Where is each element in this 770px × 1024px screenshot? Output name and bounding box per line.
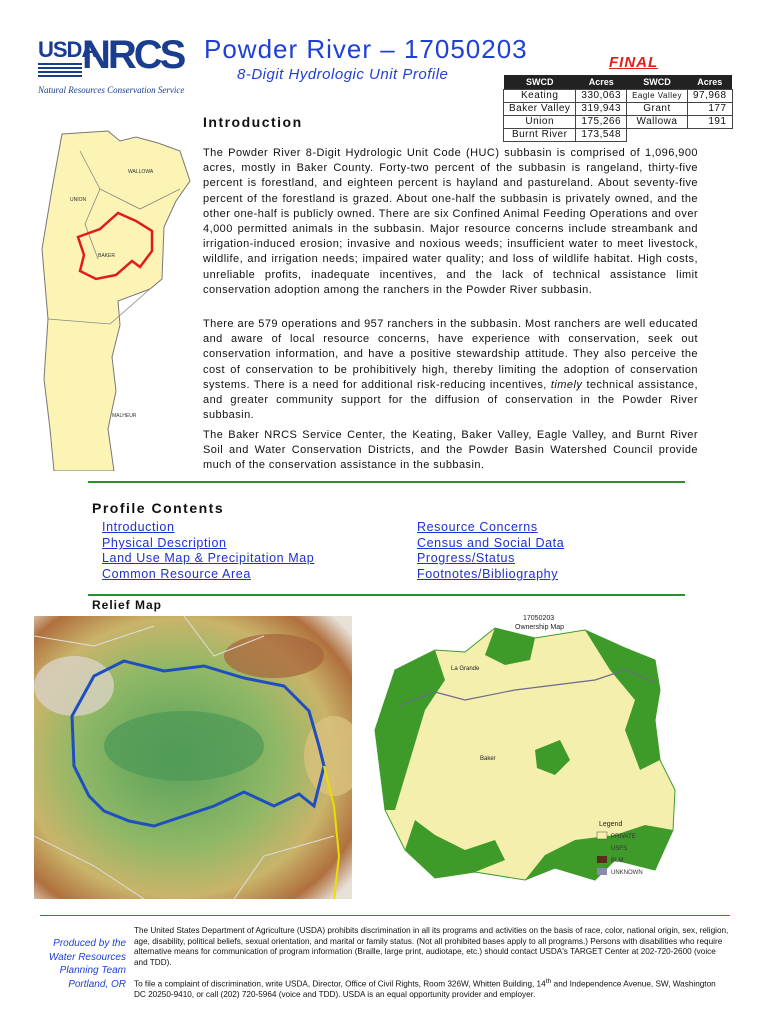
town-label: Baker — [480, 756, 496, 762]
toc-link-progress-status[interactable]: Progress/Status — [417, 551, 515, 565]
page-title: Powder River – 17050203 — [204, 34, 528, 64]
table-cell: Eagle Valley — [627, 90, 688, 103]
toc-link-introduction[interactable]: Introduction — [102, 520, 175, 534]
legend-label: BLM — [611, 858, 624, 864]
intro-paragraph-3: The Baker NRCS Service Center, the Keating, Baker Valley, Eagle Valley, and Burnt River Soil and Water Conservation Districts, and the Powder Basin Watershed Council provide much of the conservation assistance in the subbasin. — [203, 429, 698, 472]
table-cell: Grant — [627, 103, 688, 116]
ownership-map — [355, 610, 735, 900]
page-subtitle: 8-Digit Hydrologic Unit Profile — [237, 66, 449, 83]
logo-stripes — [38, 63, 82, 77]
intro-paragraph-1: The Powder River 8-Digit Hydrologic Unit Code (HUC) subbasin is comprised of 1,096,900 acres, mostly in Baker County. Forty-two percent of the subbasin is rangeland, thirty-five percent is forestland, and eighteen percent is hayland and pastureland. About seventy-five percent of the forestland is grazed. About one-half the subbasin is privately owned, and the other one-half is publicly owned. There are six Confined Animal Feeding Operations and over 4,000 permitted animals in the subbasin. Major resource concerns include streambank and irrigation-induced erosion; invasive and noxious weeds; insufficient water to meet livestock, wildlife, and irrigation needs; impaired water quality; and loss of wildlife habitat. High costs, unreliable profits, inadequate incentives, and the lack of technical assistance limit conservation adoption among the ranchers in the Powder River subbasin. — [203, 147, 698, 296]
table-header: SWCD — [504, 75, 576, 90]
table-row — [504, 90, 733, 103]
legend-swatch-usfs — [597, 844, 607, 851]
toc-link-common-resource-area[interactable]: Common Resource Area — [102, 567, 251, 581]
table-row — [504, 129, 733, 142]
profile-contents-heading: Profile Contents — [92, 500, 225, 516]
table-cell: 175,266 — [576, 116, 627, 129]
table-cell: 191 — [687, 116, 732, 129]
legend-label: PRIVATE — [611, 834, 636, 840]
ownership-map-title: 17050203 — [523, 615, 555, 622]
table-cell: 173,548 — [576, 129, 627, 142]
divider — [88, 594, 685, 596]
table-cell: Keating — [504, 90, 576, 103]
final-label: FINAL — [609, 54, 659, 71]
locator-label: BAKER — [98, 253, 115, 259]
toc-link-resource-concerns[interactable]: Resource Concerns — [417, 520, 538, 534]
nondiscrimination-statement: The United States Department of Agriculture (USDA) prohibits discrimination in all its programs and activities on the basis of race, color, national origin, sex, religion, age, disability, political beliefs, sexual orientation, and marital or family status. (Not all prohibited bases apply to all programs.) Persons with disabilities who require alternative means for communication of program information (Braille, large print, audiotape, etc.) should contact USDA's TARGET Center at 202-720-2600 (voice and TDD). — [134, 926, 729, 967]
table-header-row — [504, 75, 733, 90]
table-header: SWCD — [627, 75, 688, 90]
town-label: La Grande — [451, 666, 480, 672]
intro-paragraph-2 — [203, 317, 698, 423]
legend-label: USFS — [611, 846, 628, 852]
emphasis-text: timely — [550, 378, 583, 391]
produced-by-text: Produced by the Water Resources Planning Team Portland, OR — [48, 938, 126, 990]
swcd-acres-table — [503, 75, 733, 142]
paragraph-text: technical assistance, and greater community support for the diffusion of conservation in the Powder River subbasin. — [203, 378, 698, 422]
legend-swatch-blm — [597, 856, 607, 863]
table-cell: Wallowa — [627, 116, 688, 129]
locator-label: MALHEUR — [112, 413, 137, 419]
table-row — [504, 103, 733, 116]
complaint-statement — [134, 977, 729, 1001]
footer-divider — [40, 915, 730, 916]
table-cell: 177 — [687, 103, 732, 116]
county-area — [42, 131, 190, 471]
table-cell — [687, 129, 732, 142]
usda-nrcs-logo — [38, 33, 185, 95]
legend-title: Legend — [599, 821, 623, 828]
legend-label: UNKNOWN — [611, 870, 643, 876]
valley-terrain — [104, 711, 264, 781]
footer-text: and Independence Avenue, SW, Washington DC 20250-9410, or call (202) 720-5964 (voice and TDD). USDA is an equal opportunity provider and employer. — [134, 979, 716, 1000]
toc-link-physical-description[interactable]: Physical Description — [102, 536, 227, 550]
table-cell: 97,968 — [687, 90, 732, 103]
snowcap-terrain — [34, 656, 114, 716]
toc-link-land-use-map[interactable]: Land Use Map & Precipitation Map — [102, 551, 315, 565]
table-row — [504, 116, 733, 129]
legend-swatch-private — [597, 832, 607, 839]
toc-link-footnotes-bibliography[interactable]: Footnotes/Bibliography — [417, 567, 559, 581]
logo-nrcs-text: NRCS — [82, 33, 184, 77]
logo-usda-text: USDA — [38, 37, 97, 62]
mountain-terrain — [224, 634, 324, 678]
table-cell: 319,943 — [576, 103, 627, 116]
locator-label: WALLOWA — [128, 169, 154, 175]
table-header: Acres — [576, 75, 627, 90]
logo-service-text: Natural Resources Conservation Service — [38, 85, 185, 95]
paragraph-text: There are 579 operations and 957 ranchers in the subbasin. Most ranchers are well educated and aware of local resource concerns, have experience with conservation, seek out conservation information, and have a positive stewardship attitude. They also perceive the cost of conservation to be prohibitively high, thereby limiting the adoption of conservation systems. There is a need for additional risk-reducing incentives, — [203, 318, 698, 391]
table-cell: Burnt River — [504, 129, 576, 142]
divider — [88, 481, 685, 483]
locator-label: UNION — [70, 197, 87, 203]
ownership-map-subtitle: Ownership Map — [515, 624, 565, 631]
locator-map — [40, 129, 192, 471]
footer-text: To file a complaint of discrimination, write USDA, Director, Office of Civil Rights, Room 326W, Whitten Building, 14 — [134, 979, 546, 989]
table-header: Acres — [687, 75, 732, 90]
table-cell: Baker Valley — [504, 103, 576, 116]
toc-link-census-social-data[interactable]: Census and Social Data — [417, 536, 565, 550]
legend-swatch-unknown — [597, 868, 607, 875]
introduction-heading: Introduction — [203, 114, 303, 130]
table-cell: Union — [504, 116, 576, 129]
table-cell — [627, 129, 688, 142]
table-cell: 330,063 — [576, 90, 627, 103]
relief-map-heading: Relief Map — [92, 598, 163, 612]
relief-map — [34, 616, 352, 899]
footer-superscript: th — [545, 978, 552, 985]
